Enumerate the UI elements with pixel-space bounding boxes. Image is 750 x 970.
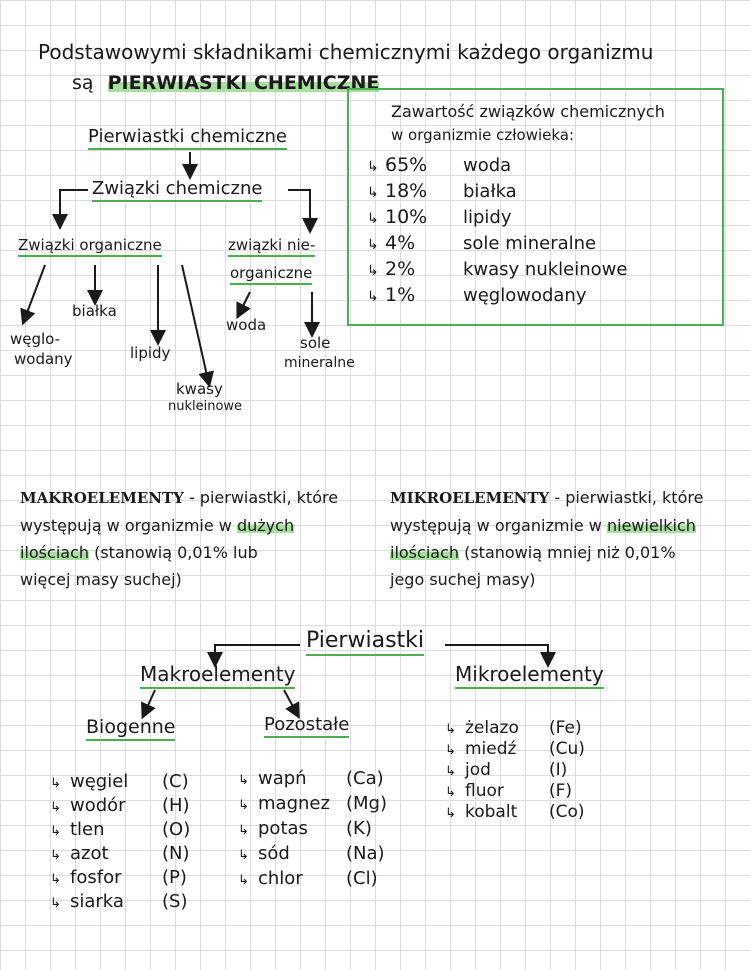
element-item — [238, 841, 385, 868]
leaf-kwasy-2: nukleinowe — [168, 399, 243, 414]
element-symbol: (Na) — [346, 843, 385, 864]
element-symbol: (I) — [549, 760, 568, 780]
def-mikro — [390, 484, 735, 593]
element-name: fluor — [465, 781, 504, 801]
composition-name: białka — [463, 181, 517, 202]
arrow-bullet-icon: ↳ — [238, 848, 249, 863]
def-makro-key: dużych — [236, 516, 295, 535]
composition-item — [367, 230, 596, 258]
element-symbol: (Co) — [549, 802, 585, 822]
def-mikro-term: MIKROELEMENTY — [390, 489, 550, 507]
composition-name: sole mineralne — [463, 233, 597, 254]
element-name: potas — [258, 818, 308, 839]
arrow-bullet-icon: ↳ — [367, 237, 379, 253]
def-makro-line-1: MAKROELEMENTY - pierwiastki, które — [20, 488, 339, 507]
element-name: wodór — [70, 795, 126, 816]
class-pozostale: Pozostałe — [264, 716, 349, 734]
composition-item — [367, 152, 511, 180]
element-symbol: (Cl) — [346, 868, 378, 889]
element-item — [238, 816, 372, 843]
arrow-bullet-icon: ↳ — [238, 798, 249, 813]
arrow-bullet-icon: ↳ — [445, 806, 456, 821]
composition-name: woda — [463, 155, 512, 176]
element-symbol: (N) — [162, 843, 190, 864]
element-item — [445, 760, 567, 782]
leaf-sole-2: mineralne — [284, 355, 355, 371]
element-name: magnez — [258, 793, 330, 814]
def-makro — [20, 484, 360, 593]
composition-title-2: w organizmie człowieka: — [391, 126, 575, 144]
leaf-woda: woda — [226, 316, 267, 334]
element-symbol: (K) — [346, 818, 372, 839]
def-mikro-line-2: występują w organizmie w niewielkich — [390, 516, 696, 535]
def-mikro-key: niewielkich — [606, 516, 696, 535]
element-name: wapń — [258, 768, 307, 789]
arrow-bullet-icon: ↳ — [445, 785, 456, 800]
leaf-weglowodany-2: wodany — [14, 350, 73, 368]
arrow-bullet-icon: ↳ — [50, 896, 61, 911]
element-symbol: (F) — [549, 781, 573, 801]
composition-pct: 65% — [385, 154, 428, 176]
leaf-sole-1: sole — [300, 334, 331, 352]
element-symbol: (C) — [162, 771, 189, 792]
def-makro-line-3: ilościach (stanowią 0,01% lub — [20, 543, 258, 562]
tree-inorganic-1: związki nie- — [228, 238, 315, 253]
element-name: sód — [258, 843, 290, 864]
element-symbol: (Mg) — [346, 793, 388, 814]
arrow-bullet-icon: ↳ — [367, 289, 379, 305]
arrow-bullet-icon: ↳ — [445, 722, 456, 737]
composition-pct: 2% — [385, 258, 416, 280]
arrow-bullet-icon: ↳ — [445, 743, 456, 758]
header-highlight: PIERWIASTKI CHEMICZNE — [107, 72, 380, 94]
arrow-bullet-icon: ↳ — [367, 185, 379, 201]
class-root: Pierwiastki — [306, 630, 424, 652]
element-item — [50, 770, 189, 796]
element-name: jod — [465, 760, 491, 780]
header-prefix: są — [72, 72, 94, 94]
element-item — [238, 766, 384, 793]
def-makro-line-4: więcej masy suchej) — [20, 570, 182, 589]
composition-name: węglowodany — [463, 285, 587, 306]
arrow-bullet-icon: ↳ — [367, 263, 379, 279]
tree-organic: Związki organiczne — [18, 238, 162, 253]
arrow-bullet-icon: ↳ — [367, 211, 379, 227]
composition-pct: 1% — [385, 284, 416, 306]
leaf-weglowodany-1: węglo- — [10, 330, 61, 348]
element-item — [50, 842, 190, 868]
element-symbol: (Ca) — [346, 768, 384, 789]
class-biogenne: Biogenne — [86, 718, 175, 737]
element-symbol: (S) — [162, 891, 188, 912]
element-symbol: (O) — [162, 819, 191, 840]
def-mikro-line-4: jego suchej masy) — [390, 570, 536, 589]
element-name: azot — [70, 843, 109, 864]
composition-pct: 18% — [385, 180, 428, 202]
tree-inorganic-2: organiczne — [230, 266, 312, 281]
class-makro: Makroelementy — [140, 664, 295, 684]
element-name: siarka — [70, 891, 124, 912]
composition-pct: 10% — [385, 206, 428, 228]
def-mikro-line-1: MIKROELEMENTY - pierwiastki, które — [390, 488, 704, 507]
element-name: chlor — [258, 868, 303, 889]
composition-item — [367, 256, 627, 284]
element-symbol: (Fe) — [549, 718, 582, 738]
class-mikro: Mikroelementy — [455, 664, 604, 684]
leaf-kwasy-1: kwasy — [176, 380, 223, 398]
element-item — [50, 818, 190, 844]
composition-box — [347, 88, 724, 326]
def-makro-line-2: występują w organizmie w dużych — [20, 516, 295, 535]
arrow-bullet-icon: ↳ — [50, 848, 61, 863]
arrow-bullet-icon: ↳ — [238, 773, 249, 788]
arrow-bullet-icon: ↳ — [50, 872, 61, 887]
tree-level2: Związki chemiczne — [92, 180, 262, 198]
arrow-bullet-icon: ↳ — [238, 823, 249, 838]
leaf-lipidy: lipidy — [130, 344, 171, 362]
def-mikro-line-3: ilościach (stanowią mniej niż 0,01% — [390, 543, 676, 562]
element-item — [50, 866, 187, 892]
arrow-bullet-icon: ↳ — [50, 800, 61, 815]
arrow-bullet-icon: ↳ — [50, 776, 61, 791]
def-makro-term: MAKROELEMENTY — [20, 489, 184, 507]
composition-name: lipidy — [463, 207, 512, 228]
element-symbol: (Cu) — [549, 739, 585, 759]
element-name: węgiel — [70, 771, 129, 792]
element-item — [445, 739, 585, 761]
element-name: tlen — [70, 819, 105, 840]
element-name: miedź — [465, 739, 517, 759]
element-symbol: (P) — [162, 867, 187, 888]
element-item — [445, 781, 572, 803]
element-name: kobalt — [465, 802, 518, 822]
element-symbol: (H) — [162, 795, 190, 816]
arrow-bullet-icon: ↳ — [367, 159, 379, 175]
composition-title-1: Zawartość związków chemicznych — [391, 102, 665, 121]
arrow-bullet-icon: ↳ — [50, 824, 61, 839]
tree-root: Pierwiastki chemiczne — [88, 128, 287, 146]
header-line-1: Podstawowymi składnikami chemicznymi każdego organizmu — [38, 40, 654, 64]
composition-name: kwasy nukleinowe — [463, 259, 628, 280]
composition-item — [367, 282, 587, 310]
element-item — [238, 866, 378, 893]
composition-item — [367, 178, 517, 206]
element-item — [238, 791, 387, 818]
element-name: fosfor — [70, 867, 122, 888]
arrow-bullet-icon: ↳ — [238, 873, 249, 888]
element-item — [50, 794, 190, 820]
composition-item — [367, 204, 512, 232]
composition-pct: 4% — [385, 232, 416, 254]
element-name: żelazo — [465, 718, 519, 738]
leaf-bialka: białka — [72, 302, 117, 320]
element-item — [445, 718, 582, 740]
arrow-bullet-icon: ↳ — [445, 764, 456, 779]
element-item — [50, 890, 187, 916]
element-item — [445, 802, 585, 824]
